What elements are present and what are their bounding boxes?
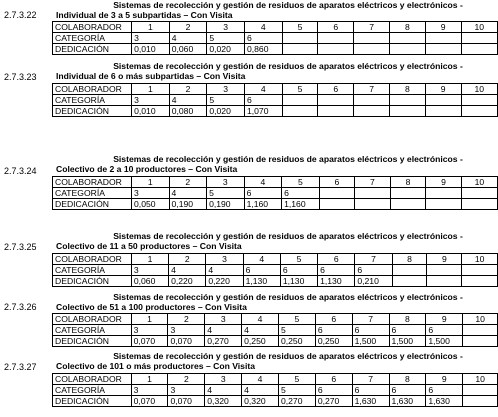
categoria-cell: [354, 33, 390, 44]
row-label-colaborador: COLABORADOR: [53, 254, 132, 265]
dedicacion-cell: 1,160: [282, 199, 320, 210]
column-header: 7: [354, 84, 390, 95]
row-label-dedicacion: DEDICACIÓN: [53, 276, 132, 287]
column-header: 3: [207, 84, 245, 95]
categoria-cell: 4: [169, 95, 207, 106]
dedicacion-cell: 0,010: [132, 106, 170, 117]
section-number: 2.7.3.26: [4, 302, 37, 312]
dedicacion-cell: 1,070: [244, 106, 282, 117]
categoria-cell: 6: [243, 265, 280, 276]
row-label-categoria: CATEGORÍA: [53, 385, 132, 396]
dedicacion-cell: 0,070: [131, 336, 168, 347]
column-header: 2: [168, 374, 205, 385]
categoria-cell: 6: [244, 33, 282, 44]
dedicacion-cell: 0,860: [244, 44, 282, 55]
column-header: 4: [244, 177, 282, 188]
categoria-cell: 6: [426, 325, 463, 336]
table-row-categoria: [53, 325, 498, 336]
section-title: [56, 1, 496, 20]
categoria-cell: [426, 188, 462, 199]
dedicacion-cell: 0,270: [205, 336, 242, 347]
dedicacion-cell: 1,130: [280, 276, 317, 287]
dedicacion-cell: [355, 199, 391, 210]
dedicacion-cell: [461, 106, 497, 117]
section-number: 2.7.3.22: [4, 10, 37, 20]
section-title-line1: Sistemas de recolección y gestión de residuos de aparatos eléctricos y electrónicos -: [113, 292, 463, 302]
categoria-cell: [318, 95, 354, 106]
categoria-cell: [425, 33, 461, 44]
dedicacion-cell: 0,020: [207, 44, 245, 55]
row-label-dedicacion: DEDICACIÓN: [53, 106, 132, 117]
categoria-cell: 6: [282, 188, 320, 199]
column-header: 5: [278, 314, 315, 325]
section-title-line2: Colectivo de 11 a 50 productores – Con Visita: [56, 240, 242, 251]
column-header: 10: [463, 374, 498, 385]
categoria-cell: 4: [169, 188, 207, 199]
categoria-cell: 3: [131, 385, 168, 396]
dedicacion-cell: [427, 276, 462, 287]
column-header: 10: [461, 177, 497, 188]
categoria-cell: [390, 188, 426, 199]
categoria-cell: [355, 188, 391, 199]
dedicacion-cell: [426, 199, 462, 210]
row-label-categoria: CATEGORÍA: [53, 265, 132, 276]
column-header: 4: [242, 374, 279, 385]
categoria-cell: [463, 385, 498, 396]
column-header: 10: [461, 84, 497, 95]
row-label-colaborador: COLABORADOR: [53, 177, 132, 188]
section-number: 2.7.3.23: [4, 72, 37, 82]
section-title-line1: Sistemas de recolección y gestión de residuos de aparatos eléctricos y electrónicos -: [113, 61, 463, 71]
categoria-cell: [427, 265, 462, 276]
table-header-row: [53, 84, 498, 95]
column-header: 10: [461, 22, 497, 33]
categoria-cell: 6: [244, 95, 282, 106]
table-header-row: [53, 254, 498, 265]
table-row-categoria: [53, 33, 498, 44]
categoria-cell: 4: [242, 385, 279, 396]
categoria-cell: [390, 33, 426, 44]
categoria-cell: 4: [242, 325, 279, 336]
categoria-cell: 6: [389, 325, 426, 336]
table-row-dedicacion: [53, 396, 498, 407]
row-label-categoria: CATEGORÍA: [53, 325, 132, 336]
column-header: 8: [392, 254, 427, 265]
dedicacion-cell: 0,320: [242, 396, 279, 407]
dedicacion-cell: 0,020: [207, 106, 245, 117]
column-header: 8: [389, 374, 426, 385]
section-title: [56, 232, 496, 251]
dedicacion-cell: 0,320: [205, 396, 242, 407]
categoria-cell: 6: [315, 325, 352, 336]
column-header: 10: [463, 314, 498, 325]
dedicacion-cell: [425, 44, 461, 55]
row-label-colaborador: COLABORADOR: [53, 374, 132, 385]
categoria-cell: 4: [169, 33, 207, 44]
dedicacion-cell: [463, 396, 498, 407]
table-row-dedicacion: [53, 199, 498, 210]
row-label-colaborador: COLABORADOR: [53, 84, 132, 95]
categoria-cell: [461, 33, 497, 44]
section-number: 2.7.3.24: [4, 166, 37, 176]
categoria-cell: [463, 325, 498, 336]
column-header: 1: [131, 314, 168, 325]
collaborator-table: [52, 253, 498, 287]
dedicacion-cell: 1,500: [352, 336, 389, 347]
collaborator-table: [52, 176, 498, 210]
dedicacion-cell: [318, 44, 354, 55]
categoria-cell: 5: [278, 325, 315, 336]
dedicacion-cell: 0,190: [169, 199, 207, 210]
categoria-cell: 6: [352, 325, 389, 336]
categoria-cell: [461, 188, 497, 199]
categoria-cell: [392, 265, 427, 276]
section-title-line1: Sistemas de recolección y gestión de residuos de aparatos eléctricos y electrónicos -: [113, 0, 463, 10]
column-header: 6: [315, 314, 352, 325]
column-header: 8: [390, 84, 426, 95]
section-title-line2: Colectivo de 101 o más productores – Con Visita: [56, 360, 255, 371]
column-header: 3: [205, 374, 242, 385]
column-header: 7: [352, 374, 389, 385]
categoria-cell: 6: [389, 385, 426, 396]
section-title: [56, 352, 496, 371]
categoria-cell: 5: [207, 33, 245, 44]
column-header: 6: [315, 374, 352, 385]
column-header: 6: [318, 254, 355, 265]
categoria-cell: 3: [168, 385, 205, 396]
dedicacion-cell: [461, 199, 497, 210]
column-header: 2: [169, 22, 207, 33]
categoria-cell: 6: [244, 188, 282, 199]
table-header-row: [53, 374, 498, 385]
dedicacion-cell: [390, 44, 426, 55]
dedicacion-cell: [282, 44, 318, 55]
section-title-line1: Sistemas de recolección y gestión de residuos de aparatos eléctricos y electrónicos -: [113, 154, 463, 164]
column-header: 9: [426, 177, 462, 188]
dedicacion-cell: 1,630: [389, 396, 426, 407]
dedicacion-cell: [463, 336, 498, 347]
dedicacion-cell: [390, 199, 426, 210]
dedicacion-cell: 0,070: [168, 396, 205, 407]
row-label-dedicacion: DEDICACIÓN: [53, 199, 132, 210]
dedicacion-cell: [392, 276, 427, 287]
dedicacion-cell: 0,080: [169, 106, 207, 117]
column-header: 9: [426, 374, 463, 385]
dedicacion-cell: 0,220: [169, 276, 206, 287]
table-row-dedicacion: [53, 44, 498, 55]
section-title-line2: Colectivo de 51 a 100 productores – Con Visita: [56, 301, 247, 312]
column-header: 4: [244, 84, 282, 95]
column-header: 8: [390, 22, 426, 33]
column-header: 5: [282, 22, 318, 33]
column-header: 1: [132, 22, 170, 33]
categoria-cell: 4: [205, 325, 242, 336]
section-title-line2: Individual de 6 o más subpartidas – Con Visita: [56, 70, 246, 81]
dedicacion-cell: 0,070: [131, 396, 168, 407]
dedicacion-cell: 1,630: [426, 396, 463, 407]
column-header: 5: [282, 177, 320, 188]
column-header: 9: [425, 84, 461, 95]
column-header: 3: [205, 314, 242, 325]
categoria-cell: 5: [207, 95, 245, 106]
dedicacion-cell: 1,130: [318, 276, 355, 287]
categoria-cell: [282, 95, 318, 106]
dedicacion-cell: 0,250: [242, 336, 279, 347]
categoria-cell: 3: [131, 325, 168, 336]
dedicacion-cell: [354, 106, 390, 117]
collaborator-table: [52, 373, 498, 407]
categoria-cell: [425, 95, 461, 106]
table-row-categoria: [53, 188, 498, 199]
table-header-row: [53, 314, 498, 325]
column-header: 2: [169, 84, 207, 95]
column-header: 1: [131, 374, 168, 385]
categoria-cell: 5: [278, 385, 315, 396]
column-header: 1: [132, 177, 170, 188]
collaborator-table: [52, 21, 498, 55]
column-header: 5: [280, 254, 317, 265]
section-number: 2.7.3.27: [4, 362, 37, 372]
dedicacion-cell: 0,050: [132, 199, 170, 210]
dedicacion-cell: 0,060: [169, 44, 207, 55]
dedicacion-cell: 0,210: [355, 276, 392, 287]
table-row-categoria: [53, 95, 498, 106]
row-label-categoria: CATEGORÍA: [53, 95, 132, 106]
table-header-row: [53, 22, 498, 33]
categoria-cell: 3: [131, 265, 168, 276]
categoria-cell: [318, 33, 354, 44]
collaborator-table: [52, 313, 498, 347]
column-header: 6: [318, 84, 354, 95]
dedicacion-cell: 0,220: [206, 276, 243, 287]
categoria-cell: [282, 33, 318, 44]
table-row-categoria: [53, 265, 498, 276]
section-title-line2: Individual de 3 a 5 subpartidas – Con Visita: [56, 9, 233, 20]
column-header: 1: [132, 84, 170, 95]
dedicacion-cell: 0,270: [315, 396, 352, 407]
dedicacion-cell: [318, 106, 354, 117]
column-header: 7: [352, 314, 389, 325]
column-header: 7: [355, 177, 391, 188]
column-header: 9: [425, 22, 461, 33]
section-title: [56, 62, 496, 81]
table-row-dedicacion: [53, 336, 498, 347]
dedicacion-cell: [319, 199, 355, 210]
column-header: 3: [207, 177, 245, 188]
section-title-line2: Colectivo de 2 a 10 productores – Con Visita: [56, 163, 238, 174]
table-header-row: [53, 177, 498, 188]
dedicacion-cell: 1,500: [426, 336, 463, 347]
categoria-cell: 3: [168, 325, 205, 336]
row-label-dedicacion: DEDICACIÓN: [53, 396, 132, 407]
section-number: 2.7.3.25: [4, 242, 37, 252]
row-label-dedicacion: DEDICACIÓN: [53, 336, 132, 347]
dedicacion-cell: 0,010: [132, 44, 170, 55]
categoria-cell: 4: [206, 265, 243, 276]
categoria-cell: [354, 95, 390, 106]
table-row-dedicacion: [53, 276, 498, 287]
row-label-colaborador: COLABORADOR: [53, 22, 132, 33]
row-label-colaborador: COLABORADOR: [53, 314, 132, 325]
column-header: 3: [206, 254, 243, 265]
column-header: 9: [426, 314, 463, 325]
categoria-cell: 6: [318, 265, 355, 276]
section-title-line1: Sistemas de recolección y gestión de residuos de aparatos eléctricos y electrónicos -: [113, 231, 463, 241]
collaborator-table: [52, 83, 498, 117]
row-label-categoria: CATEGORÍA: [53, 33, 132, 44]
categoria-cell: 6: [280, 265, 317, 276]
column-header: 5: [278, 374, 315, 385]
dedicacion-cell: [425, 106, 461, 117]
dedicacion-cell: [354, 44, 390, 55]
column-header: 5: [282, 84, 318, 95]
categoria-cell: [462, 265, 498, 276]
categoria-cell: 4: [205, 385, 242, 396]
dedicacion-cell: 1,160: [244, 199, 282, 210]
dedicacion-cell: [390, 106, 426, 117]
column-header: 3: [207, 22, 245, 33]
column-header: 9: [427, 254, 462, 265]
dedicacion-cell: 1,130: [243, 276, 280, 287]
dedicacion-cell: 0,070: [168, 336, 205, 347]
section-title-line1: Sistemas de recolección y gestión de residuos de aparatos eléctricos y electrónicos -: [113, 351, 463, 361]
categoria-cell: [390, 95, 426, 106]
categoria-cell: 3: [132, 95, 170, 106]
categoria-cell: 6: [426, 385, 463, 396]
categoria-cell: 6: [352, 385, 389, 396]
section-title: [56, 293, 496, 312]
column-header: 7: [354, 22, 390, 33]
dedicacion-cell: 0,250: [278, 336, 315, 347]
categoria-cell: [461, 95, 497, 106]
dedicacion-cell: [282, 106, 318, 117]
column-header: 6: [318, 22, 354, 33]
column-header: 4: [243, 254, 280, 265]
dedicacion-cell: 1,500: [389, 336, 426, 347]
column-header: 2: [168, 314, 205, 325]
dedicacion-cell: 0,190: [207, 199, 245, 210]
column-header: 8: [389, 314, 426, 325]
categoria-cell: 3: [132, 33, 170, 44]
dedicacion-cell: 0,250: [315, 336, 352, 347]
dedicacion-cell: [461, 44, 497, 55]
row-label-categoria: CATEGORÍA: [53, 188, 132, 199]
dedicacion-cell: 1,630: [352, 396, 389, 407]
column-header: 1: [131, 254, 168, 265]
column-header: 10: [462, 254, 498, 265]
table-row-dedicacion: [53, 106, 498, 117]
column-header: 2: [169, 177, 207, 188]
column-header: 2: [169, 254, 206, 265]
categoria-cell: 5: [207, 188, 245, 199]
table-row-categoria: [53, 385, 498, 396]
categoria-cell: 4: [169, 265, 206, 276]
dedicacion-cell: [462, 276, 498, 287]
categoria-cell: 6: [315, 385, 352, 396]
column-header: 6: [319, 177, 355, 188]
column-header: 8: [390, 177, 426, 188]
column-header: 4: [242, 314, 279, 325]
section-title: [56, 155, 496, 174]
categoria-cell: [319, 188, 355, 199]
categoria-cell: 3: [132, 188, 170, 199]
dedicacion-cell: 0,270: [278, 396, 315, 407]
column-header: 4: [244, 22, 282, 33]
column-header: 7: [355, 254, 392, 265]
categoria-cell: 6: [355, 265, 392, 276]
dedicacion-cell: 0,060: [131, 276, 168, 287]
row-label-dedicacion: DEDICACIÓN: [53, 44, 132, 55]
